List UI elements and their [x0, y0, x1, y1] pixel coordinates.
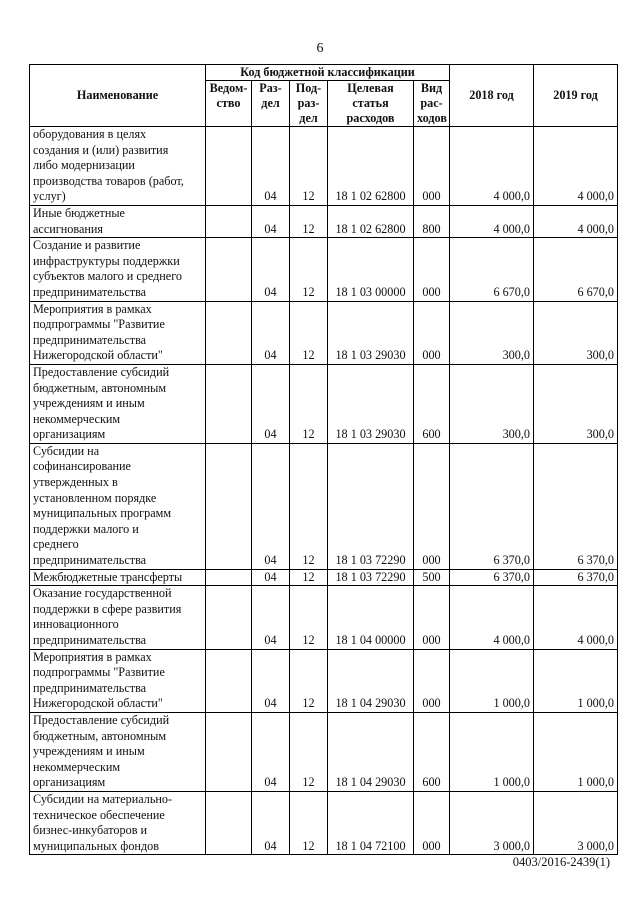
- cell-name: Предоставление субсидий бюджетным, автономным учреждениям и иным некоммерческим организациям: [30, 364, 206, 443]
- cell-2019: 4 000,0: [534, 205, 618, 237]
- header-dept: Ведом- ство: [206, 81, 252, 127]
- header-name: Наименование: [30, 65, 206, 127]
- header-section: Раз- дел: [252, 81, 290, 127]
- cell-2019: 4 000,0: [534, 586, 618, 649]
- cell-name: оборудования в целях создания и (или) развития либо модернизации производства товаров (работ, услуг): [30, 127, 206, 206]
- cell-type: 000: [414, 649, 450, 712]
- table-row: [30, 569, 618, 586]
- cell-dept: [206, 586, 252, 649]
- cell-2019: 3 000,0: [534, 791, 618, 854]
- cell-dept: [206, 205, 252, 237]
- cell-name: Создание и развитие инфраструктуры поддержки субъектов малого и среднего предпринимательства: [30, 238, 206, 301]
- cell-name: Субсидии на материально- техническое обеспечение бизнес-инкубаторов и муниципальных фондов: [30, 791, 206, 854]
- cell-dept: [206, 364, 252, 443]
- cell-2018: 4 000,0: [450, 586, 534, 649]
- cell-dept: [206, 443, 252, 569]
- cell-dept: [206, 649, 252, 712]
- cell-type: 500: [414, 569, 450, 586]
- table-row: [30, 127, 618, 206]
- cell-target: 18 1 03 00000: [328, 238, 414, 301]
- table-row: [30, 712, 618, 791]
- cell-dept: [206, 712, 252, 791]
- cell-target: 18 1 02 62800: [328, 127, 414, 206]
- cell-subsection: 12: [290, 586, 328, 649]
- header-2018: 2018 год: [450, 65, 534, 127]
- cell-dept: [206, 127, 252, 206]
- cell-2019: 300,0: [534, 301, 618, 364]
- cell-2018: 6 370,0: [450, 443, 534, 569]
- cell-name: Оказание государственной поддержки в сфере развития инновационного предпринимательства: [30, 586, 206, 649]
- cell-subsection: 12: [290, 238, 328, 301]
- cell-section: 04: [252, 127, 290, 206]
- cell-2019: 4 000,0: [534, 127, 618, 206]
- table-row: [30, 238, 618, 301]
- cell-target: 18 1 04 29030: [328, 712, 414, 791]
- header-code-group: Код бюджетной классификации: [206, 65, 450, 81]
- cell-2019: 6 670,0: [534, 238, 618, 301]
- cell-section: 04: [252, 712, 290, 791]
- cell-2019: 1 000,0: [534, 649, 618, 712]
- table-row: [30, 205, 618, 237]
- cell-type: 600: [414, 712, 450, 791]
- table-row: [30, 301, 618, 364]
- cell-section: 04: [252, 649, 290, 712]
- cell-2019: 6 370,0: [534, 443, 618, 569]
- cell-section: 04: [252, 443, 290, 569]
- cell-name: Мероприятия в рамках подпрограммы "Развитие предпринимательства Нижегородской области": [30, 301, 206, 364]
- cell-subsection: 12: [290, 569, 328, 586]
- cell-target: 18 1 04 29030: [328, 649, 414, 712]
- document-code: 0403/2016-2439(1): [512, 855, 610, 869]
- table-row: [30, 443, 618, 569]
- cell-subsection: 12: [290, 364, 328, 443]
- table-row: [30, 586, 618, 649]
- cell-type: 000: [414, 238, 450, 301]
- cell-section: 04: [252, 238, 290, 301]
- cell-2018: 6 370,0: [450, 569, 534, 586]
- cell-name: Мероприятия в рамках подпрограммы "Развитие предпринимательства Нижегородской области": [30, 649, 206, 712]
- cell-subsection: 12: [290, 301, 328, 364]
- cell-name: Иные бюджетные ассигнования: [30, 205, 206, 237]
- table-row: [30, 649, 618, 712]
- budget-table: [29, 64, 618, 855]
- header-target: Целевая статья расходов: [328, 81, 414, 127]
- cell-type: 800: [414, 205, 450, 237]
- cell-type: 000: [414, 443, 450, 569]
- cell-target: 18 1 02 62800: [328, 205, 414, 237]
- table-row: [30, 791, 618, 854]
- cell-2018: 6 670,0: [450, 238, 534, 301]
- cell-dept: [206, 301, 252, 364]
- cell-target: 18 1 04 00000: [328, 586, 414, 649]
- cell-type: 000: [414, 127, 450, 206]
- cell-subsection: 12: [290, 205, 328, 237]
- cell-subsection: 12: [290, 127, 328, 206]
- cell-target: 18 1 04 72100: [328, 791, 414, 854]
- cell-2019: 6 370,0: [534, 569, 618, 586]
- cell-2018: 300,0: [450, 364, 534, 443]
- cell-target: 18 1 03 29030: [328, 301, 414, 364]
- cell-dept: [206, 238, 252, 301]
- cell-name: Межбюджетные трансферты: [30, 569, 206, 586]
- cell-2019: 1 000,0: [534, 712, 618, 791]
- cell-section: 04: [252, 791, 290, 854]
- cell-target: 18 1 03 72290: [328, 443, 414, 569]
- cell-2018: 300,0: [450, 301, 534, 364]
- cell-name: Субсидии на софинансирование утвержденных в установленном порядке муниципальных программ поддержки малого и среднего предпринимательства: [30, 443, 206, 569]
- cell-section: 04: [252, 569, 290, 586]
- cell-subsection: 12: [290, 712, 328, 791]
- cell-section: 04: [252, 301, 290, 364]
- cell-type: 600: [414, 364, 450, 443]
- header-2019: 2019 год: [534, 65, 618, 127]
- cell-section: 04: [252, 205, 290, 237]
- cell-section: 04: [252, 586, 290, 649]
- cell-subsection: 12: [290, 443, 328, 569]
- cell-section: 04: [252, 364, 290, 443]
- cell-dept: [206, 791, 252, 854]
- cell-subsection: 12: [290, 791, 328, 854]
- table-row: [30, 364, 618, 443]
- cell-2018: 1 000,0: [450, 649, 534, 712]
- cell-target: 18 1 03 72290: [328, 569, 414, 586]
- header-type: Вид рас- ходов: [414, 81, 450, 127]
- cell-2018: 3 000,0: [450, 791, 534, 854]
- cell-type: 000: [414, 586, 450, 649]
- cell-2018: 1 000,0: [450, 712, 534, 791]
- cell-2018: 4 000,0: [450, 127, 534, 206]
- cell-type: 000: [414, 301, 450, 364]
- cell-type: 000: [414, 791, 450, 854]
- cell-subsection: 12: [290, 649, 328, 712]
- cell-2019: 300,0: [534, 364, 618, 443]
- header-subsection: Под- раз- дел: [290, 81, 328, 127]
- cell-2018: 4 000,0: [450, 205, 534, 237]
- page-number: 6: [316, 41, 324, 56]
- cell-dept: [206, 569, 252, 586]
- cell-name: Предоставление субсидий бюджетным, автономным учреждениям и иным некоммерческим организациям: [30, 712, 206, 791]
- cell-target: 18 1 03 29030: [328, 364, 414, 443]
